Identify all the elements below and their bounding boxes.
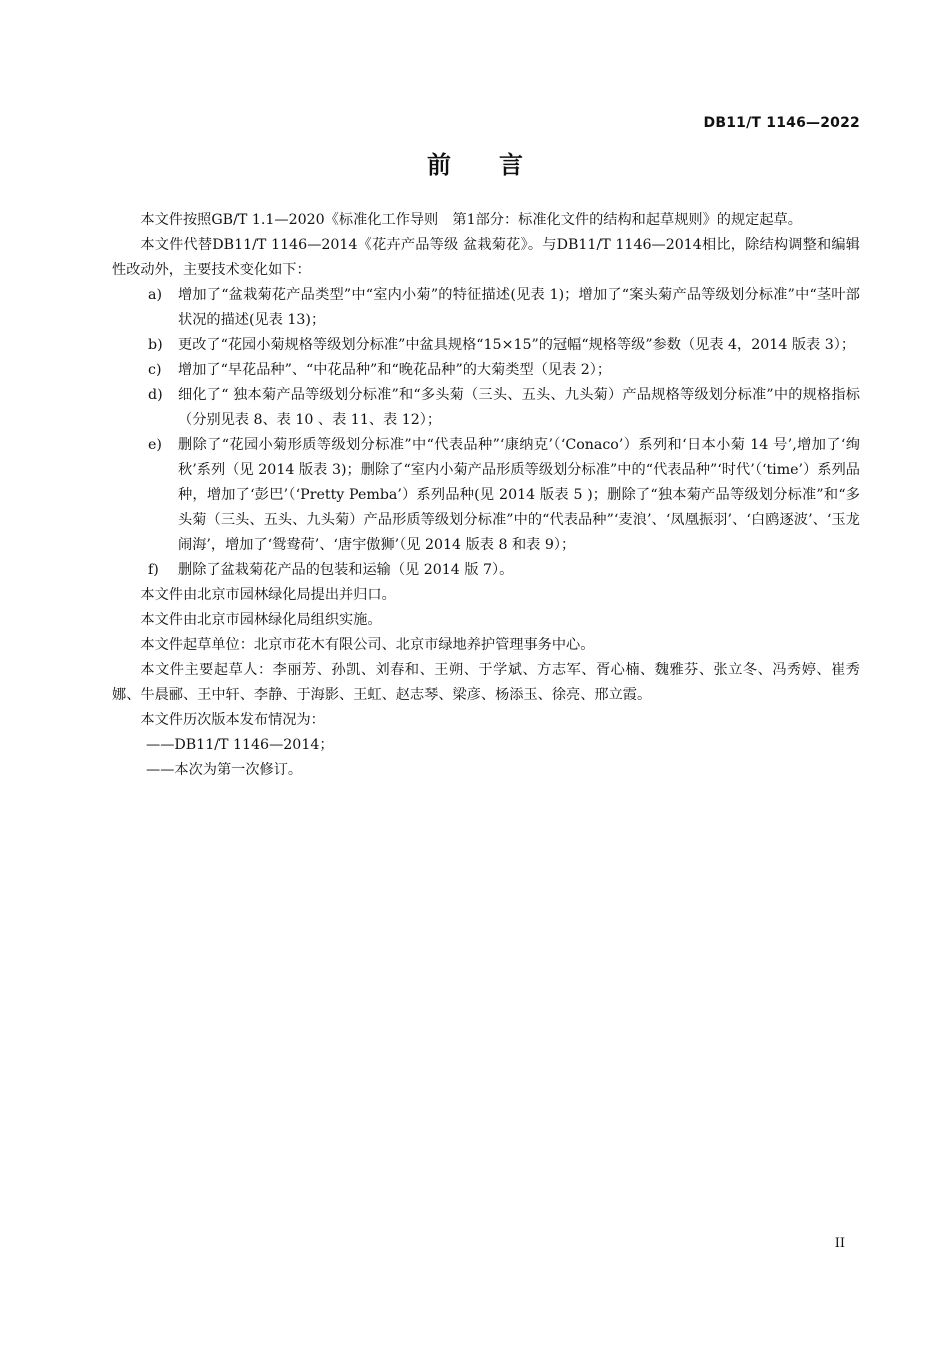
page-number: II xyxy=(834,1236,845,1251)
list-item-text: 删除了盆栽菊花产品的包装和运输（见 2014 版 7）。 xyxy=(178,562,514,578)
list-item-text: 更改了“花园小菊规格等级划分标准”中盆具规格“15×15”的冠幅“规格等级”参数（见表 4，2014 版表 3）； xyxy=(178,337,856,353)
list-item xyxy=(112,283,860,333)
paragraph: 本文件由北京市园林绿化局提出并归口。 xyxy=(140,587,396,603)
page-title: 前言 xyxy=(427,151,571,179)
history-entry: ——DB11/T 1146—2014； xyxy=(146,737,334,753)
list-item xyxy=(112,358,860,383)
paragraph: 本文件历次版本发布情况为： xyxy=(140,712,325,728)
paragraph: 本文件起草单位：北京市花木有限公司、北京市绿地养护管理事务中心。 xyxy=(140,637,595,653)
paragraph: 本文件按照GB/T 1.1—2020《标准化工作导则 第1部分：标准化文件的结构和起草规则》的规定起草。 xyxy=(140,212,802,228)
list-item-text: 删除了“花园小菊形质等级划分标准”中“代表品种”‘康纳克’（‘Conaco’）系列和‘日本小菊 14 号’,增加了‘绚秋’系列（见 2014 版表 3)；删除了“室内小菊产品形质等级划分标准”中的“代表品种”‘时代’（‘time’）系列品种，增加了‘彭巴’（‘Pretty Pemba’）系列品种(见 2014 版表 5 )；删除了“独本菊产品等级划分标准”和“多头菊（三头、五头、九头菊）产品形质等级划分标准”中的“代表品种”‘麦浪’、‘凤凰振羽’、‘白鸥逐波’、‘玉龙闹海’，增加了‘鸳鸯荷’、‘唐宇傲狮’（见 2014 版表 8 和表 9）； xyxy=(178,437,860,553)
list-marker: e) xyxy=(148,437,162,453)
paragraph: 本文件主要起草人：李丽芳、孙凯、刘春和、王朔、于学斌、方志军、胥心楠、魏雅芬、张立冬、冯秀婷、崔秀娜、牛晨郦、王中轩、李静、于海影、王虹、赵志琴、梁彦、杨添玉、徐亮、邢立霞。 xyxy=(112,662,860,703)
list-item-text: 增加了“盆栽菊花产品类型”中“室内小菊”的特征描述(见表 1)；增加了“案头菊产品等级划分标准”中“茎叶部状况的描述(见表 13)； xyxy=(178,287,860,328)
list-item xyxy=(112,558,860,583)
list-item-text: 细化了“ 独本菊产品等级划分标准”和“多头菊（三头、五头、九头菊）产品规格等级划分标准”中的规格指标（分别见表 8、表 10 、表 11、表 12）； xyxy=(178,387,860,428)
list-item-text: 增加了“早花品种”、“中花品种”和“晚花品种”的大菊类型（见表 2）； xyxy=(178,362,612,378)
list-marker: b) xyxy=(148,337,163,353)
list-item xyxy=(112,383,860,433)
paragraph: 本文件由北京市园林绿化局组织实施。 xyxy=(140,612,382,628)
list-marker: d) xyxy=(148,387,163,403)
list-item xyxy=(112,333,860,358)
list-marker: c) xyxy=(148,362,162,378)
document-code: DB11/T 1146—2022 xyxy=(703,115,860,131)
paragraph: 本文件代替DB11/T 1146—2014《花卉产品等级 盆栽菊花》。与DB11/T 1146—2014相比，除结构调整和编辑性改动外，主要技术变化如下： xyxy=(112,237,860,278)
list-item xyxy=(112,433,860,558)
list-marker: a) xyxy=(148,287,162,303)
history-entry: ——本次为第一次修订。 xyxy=(146,762,303,778)
foreword-body xyxy=(112,208,860,783)
list-marker: f) xyxy=(148,562,159,578)
